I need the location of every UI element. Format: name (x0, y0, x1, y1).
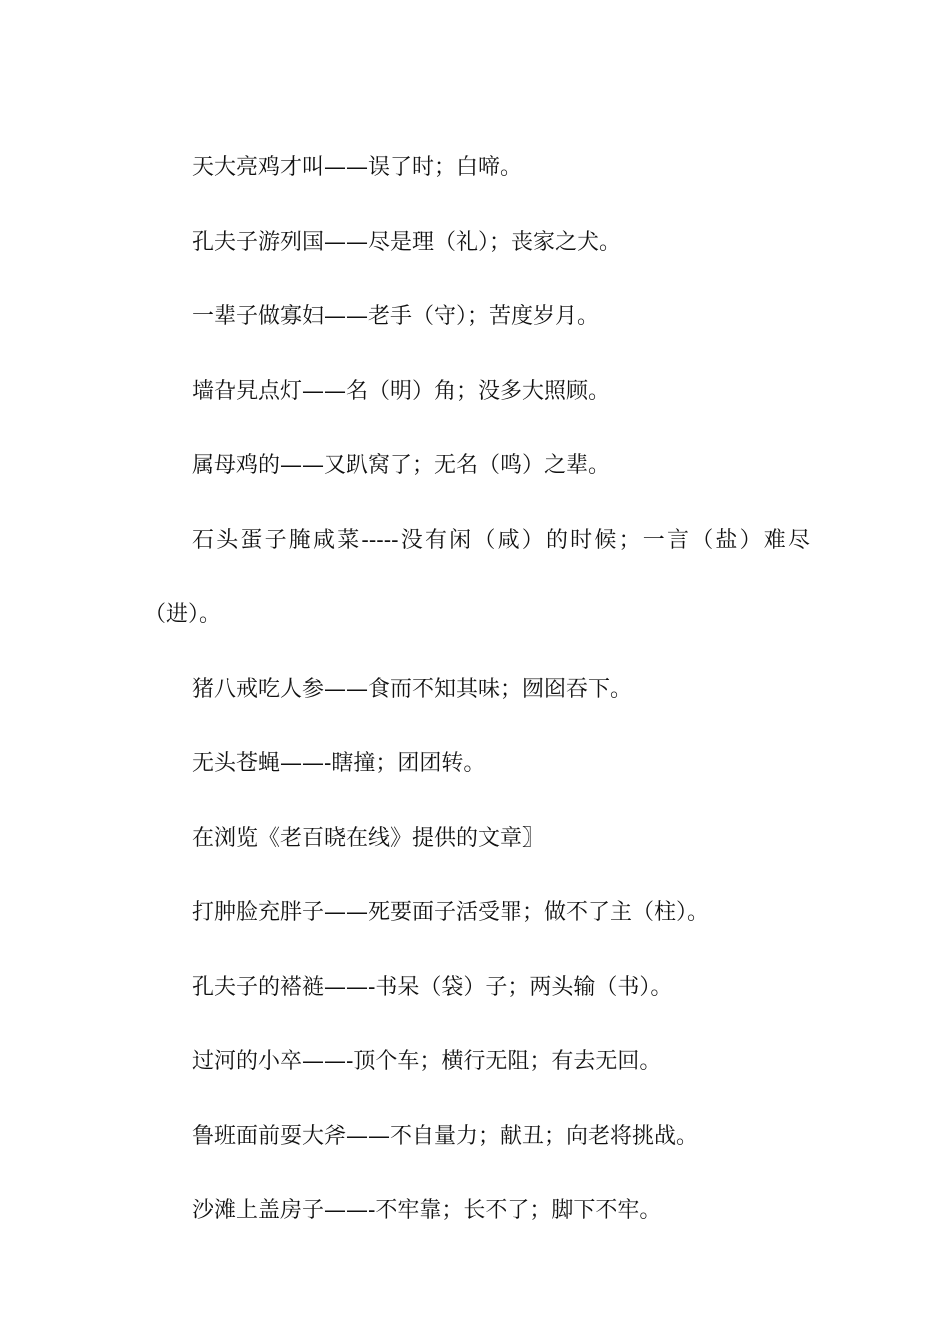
paragraph: 过河的小卒——-顶个车；横行无阻；有去无回。 (192, 1049, 662, 1074)
paragraph: 沙滩上盖房子——-不牢靠；长不了；脚下不牢。 (192, 1198, 662, 1223)
paragraph: 无头苍蝇——-瞎撞；团团转。 (192, 751, 486, 776)
paragraph: 天大亮鸡才叫——误了时；白啼。 (192, 155, 523, 180)
paragraph: 猪八戒吃人参——食而不知其味；囫囵吞下。 (192, 676, 633, 702)
paragraph: 鲁班面前耍大斧——不自量力；献丑；向老将挑战。 (192, 1123, 699, 1149)
document-body (144, 131, 810, 1249)
paragraph: 属母鸡的——又趴窝了；无名（鸣）之辈。 (192, 453, 611, 478)
paragraph: 石头蛋子腌咸菜-----没有闲（咸）的时候；一言（盐）难尽（进）。 (144, 527, 810, 627)
paragraph: 打肿脸充胖子——死要面子活受罪；做不了主（柱）。 (192, 900, 710, 925)
paragraph: 在浏览《老百晓在线》提供的文章〗 (192, 825, 545, 851)
paragraph: 孔夫子游列国——尽是理（礼）；丧家之犬。 (192, 229, 622, 255)
paragraph: 一辈子做寡妇——老手（守）；苦度岁月。 (192, 304, 600, 329)
paragraph: 墙旮旯点灯——名（明）角；没多大照顾。 (192, 378, 611, 404)
paragraph: 孔夫子的褡裢——-书呆（袋）子；两头输（书）。 (192, 974, 673, 1000)
